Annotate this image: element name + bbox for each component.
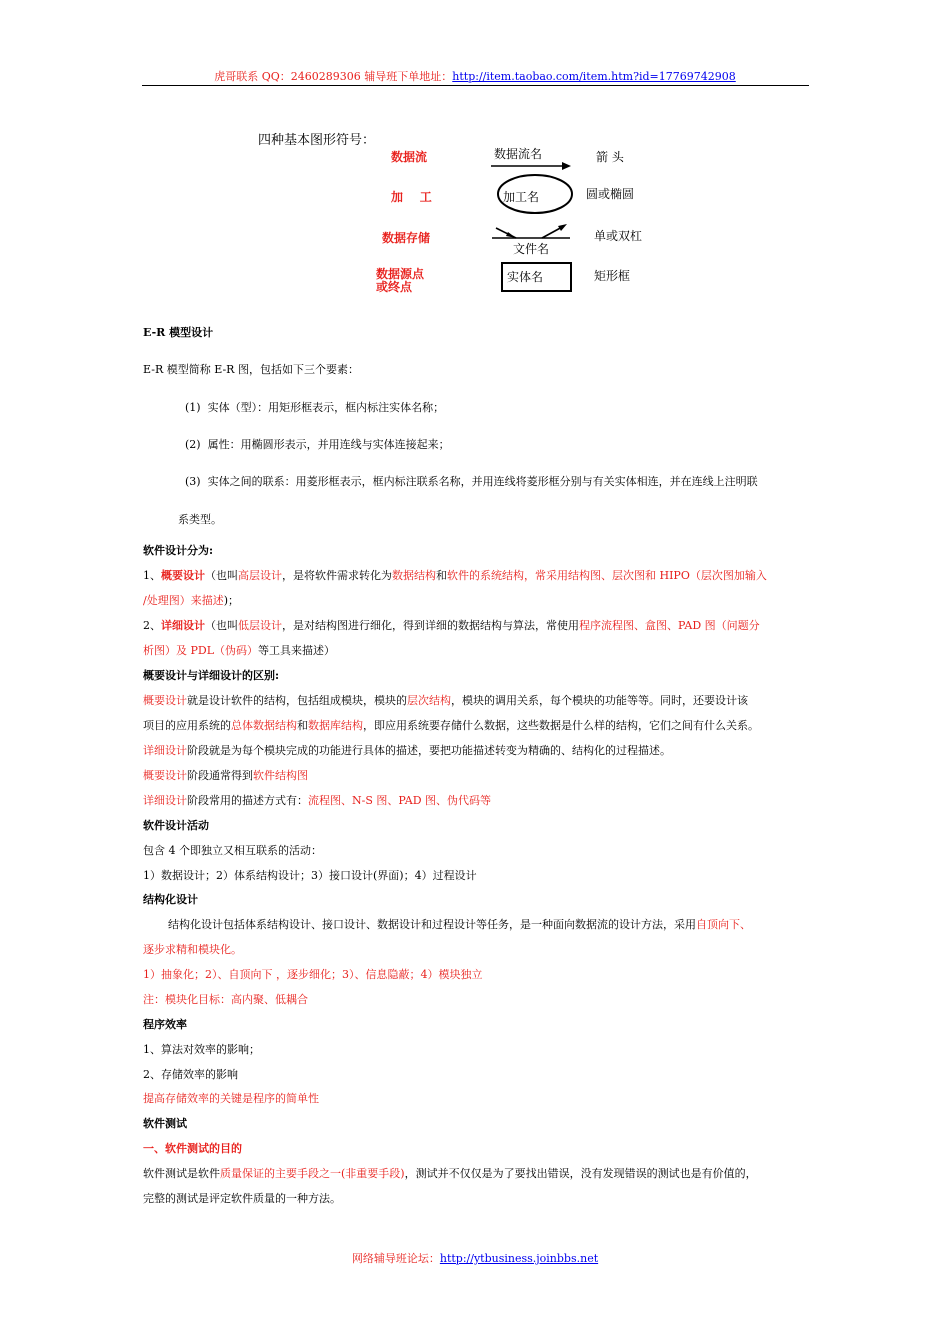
structured-principles: 1）抽象化；2）、自顶向下 ，逐步细化；3）、信息隐蔽；4）模块独立 xyxy=(143,968,483,981)
design-line-1: 1、概要设计（也叫高层设计，是将软件需求转化为数据结构和软件的系统结构，常采用结构图、层次图和 HIPO（层次图加输入 xyxy=(143,569,767,582)
diff-para-3: 详细设计阶段就是为每个模块完成的功能进行具体的描述，要把功能描述转变为精确的、结构化的过程描述。 xyxy=(143,744,671,757)
symbol-desc-dataflow: 箭 头 xyxy=(596,150,624,164)
symbols-figure xyxy=(0,0,950,320)
symbol-name-process: 加 工 xyxy=(391,190,432,204)
structured-note: 注：模块化目标：高内聚、低耦合 xyxy=(143,993,308,1006)
symbol-text-datastore: 文件名 xyxy=(513,242,550,256)
symbol-name-source-2: 或终点 xyxy=(376,280,413,294)
footer-link[interactable]: http://ytbusiness.joinbbs.net xyxy=(439,1252,599,1265)
diff-para-4: 概要设计阶段通常得到软件结构图 xyxy=(143,769,308,782)
er-item-3: (3) 实体之间的联系：用菱形框表示，框内标注联系名称，并用连线将菱形框分别与有关实体相连，并在连线上注明联 xyxy=(185,475,758,488)
symbol-text-process: 加工名 xyxy=(503,190,540,204)
efficiency-line-2: 2、存储效率的影响 xyxy=(143,1068,238,1081)
activity-heading: 软件设计活动 xyxy=(143,819,209,832)
design-line-2-cont: 析图）及 PDL（伪码）等工具来描述） xyxy=(143,644,336,657)
er-item-2: (2) 属性：用椭圆形表示，并用连线与实体连接起来； xyxy=(185,438,450,451)
testing-subheading: 一、软件测试的目的 xyxy=(143,1142,242,1155)
activity-line-1: 包含 4 个即独立又相互联系的活动： xyxy=(143,844,322,857)
symbol-desc-process: 圆或椭圆 xyxy=(586,187,635,201)
source-rectangle xyxy=(502,263,571,291)
er-intro: E-R 模型简称 E-R 图，包括如下三个要素： xyxy=(143,363,359,376)
structured-para: 结构化设计包括体系结构设计、接口设计、数据设计和过程设计等任务，是一种面向数据流的设计方法，采用自顶向下、 xyxy=(168,918,751,931)
testing-para: 软件测试是软件质量保证的主要手段之一(非重要手段)，测试并不仅仅是为了要找出错误，没有发现错误的测试也是有价值的， xyxy=(143,1167,757,1180)
footer-label: 网络辅导班论坛： xyxy=(351,1252,440,1265)
design-line-1-cont: /处理图）来描述)； xyxy=(143,594,240,607)
symbol-text-source: 实体名 xyxy=(507,270,544,284)
header-link[interactable]: http://item.taobao.com/item.htm?id=17769742908 xyxy=(452,70,736,83)
figure-title: 四种基本图形符号： xyxy=(258,133,376,148)
symbol-name-source: 数据源点 xyxy=(376,267,425,281)
structured-para-cont: 逐步求精和模块化。 xyxy=(143,943,242,956)
design-line-2: 2、详细设计（也叫低层设计，是对结构图进行细化，得到详细的数据结构与算法，常使用程序流程图、盒图、PAD 图（问题分 xyxy=(143,619,760,632)
design-heading: 软件设计分为: xyxy=(143,544,214,557)
symbol-desc-datastore: 单或双杠 xyxy=(594,229,643,243)
efficiency-heading: 程序效率 xyxy=(143,1018,187,1031)
diff-para-2: 项目的应用系统的总体数据结构和数据库结构，即应用系统要存储什么数据，这些数据是什么样的结构，它们之间有什么关系。 xyxy=(143,719,759,732)
diff-heading: 概要设计与详细设计的区别: xyxy=(143,669,280,682)
symbol-desc-source: 矩形框 xyxy=(594,269,631,283)
dataflow-arrow xyxy=(491,162,571,170)
er-heading: E-R 模型设计 xyxy=(143,326,214,339)
structured-heading: 结构化设计 xyxy=(143,893,198,906)
diff-para-5: 详细设计阶段常用的描述方式有：流程图、N-S 图、PAD 图、伪代码等 xyxy=(143,794,492,807)
process-ellipse xyxy=(498,175,572,213)
datastore-bar xyxy=(492,224,570,238)
testing-para-cont: 完整的测试是评定软件质量的一种方法。 xyxy=(143,1192,341,1205)
efficiency-line-3: 提高存储效率的关键是程序的简单性 xyxy=(143,1092,319,1105)
er-item-1: (1) 实体（型）：用矩形框表示，框内标注实体名称； xyxy=(185,401,445,414)
efficiency-line-1: 1、算法对效率的影响； xyxy=(143,1043,260,1056)
testing-heading: 软件测试 xyxy=(143,1117,187,1130)
activity-line-2: 1）数据设计；2）体系结构设计；3）接口设计(界面)；4）过程设计 xyxy=(143,869,477,882)
symbol-text-dataflow: 数据流名 xyxy=(494,147,543,161)
header-contact: 虎哥联系 QQ：2460289306 辅导班下单地址： xyxy=(214,70,453,83)
symbol-name-dataflow: 数据流 xyxy=(391,150,428,164)
symbol-name-datastore: 数据存储 xyxy=(382,231,431,245)
er-item-3-cont: 系类型。 xyxy=(178,513,222,526)
diff-para-1: 概要设计就是设计软件的结构，包括组成模块，模块的层次结构，模块的调用关系，每个模块的功能等等。同时，还要设计该 xyxy=(143,694,748,707)
page-footer xyxy=(0,1250,950,1266)
